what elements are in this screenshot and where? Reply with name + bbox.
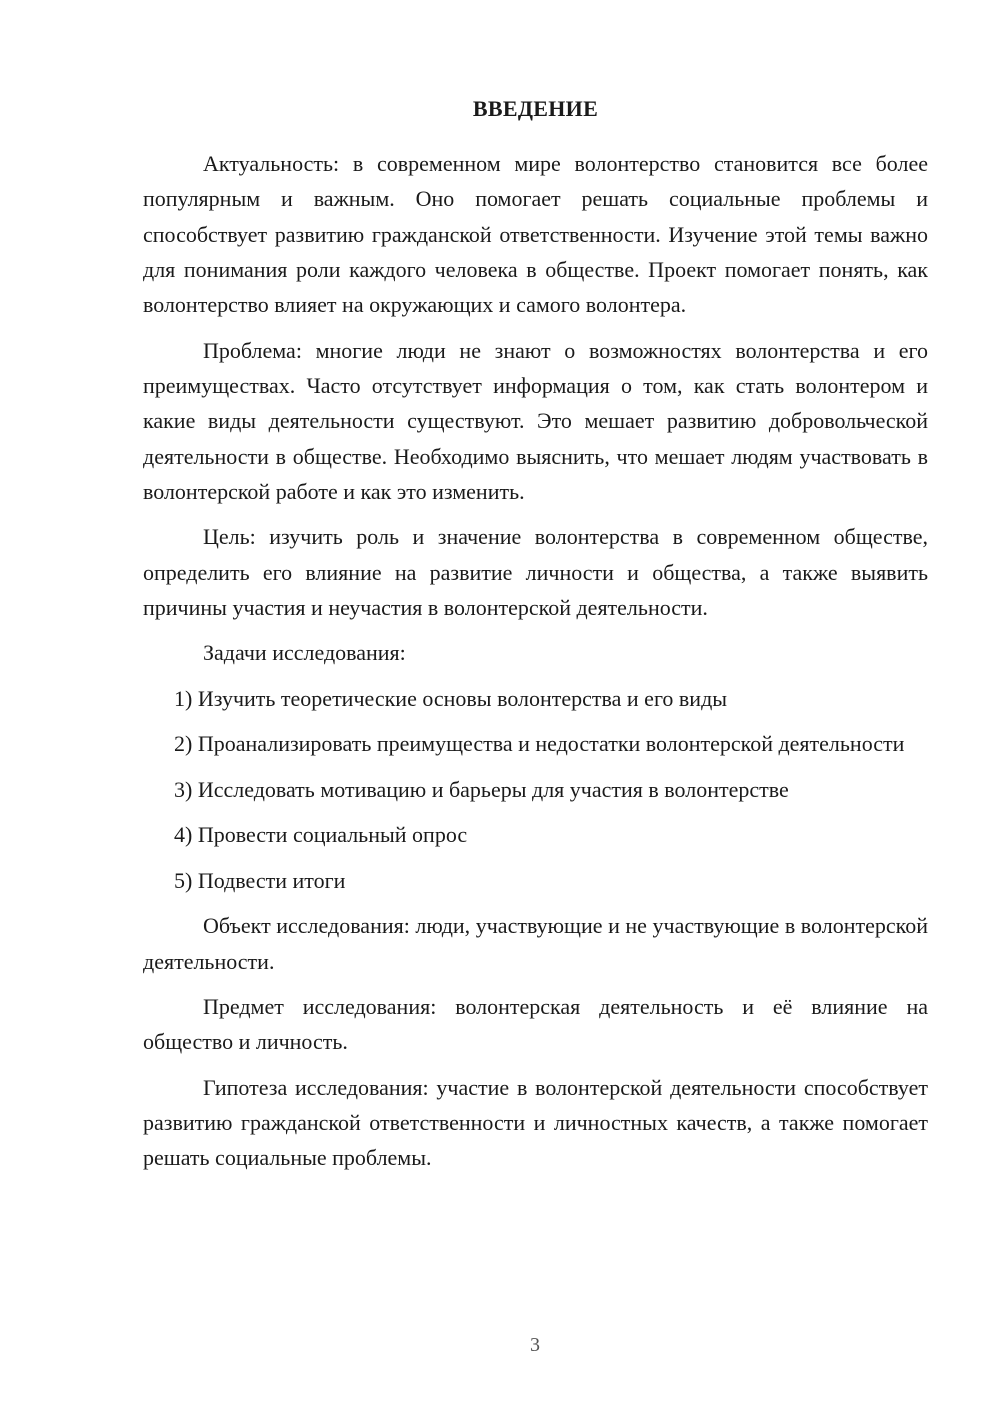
paragraph-hypothesis: Гипотеза исследования: участие в волонтерской деятельности способствует развитию гражданской ответственности и личностных качеств, а также помогает решать социальные проблемы.: [143, 1074, 928, 1171]
page-number: 3: [530, 1334, 540, 1356]
document-page: [143, 92, 928, 1176]
task-item: 2) Проанализировать преимущества и недостатки волонтерской деятельности: [174, 731, 905, 757]
tasks-heading: Задачи исследования:: [203, 640, 406, 666]
paragraph-relevance: Актуальность: в современном мире волонтерство становится все более популярным и важным. Оно помогает решать социальные проблемы и способствует развитию гражданской ответственности. Изучение этой темы важно для понимания роли каждого человека в обществе. Проект помогает понять, как волонтерство влияет на окружающих и самого волонтера.: [143, 151, 928, 318]
task-item: 5) Подвести итоги: [174, 867, 346, 893]
paragraph-problem: Проблема: многие люди не знают о возможностях волонтерства и его преимуществах. Часто отсутствует информация о том, как стать волонтером и какие виды деятельности существуют. Это мешает развитию добровольческой деятельности в обществе. Необходимо выяснить, что мешает людям участвовать в волонтерской работе и как это изменить.: [143, 337, 928, 504]
task-item: 3) Исследовать мотивацию и барьеры для участия в волонтерстве: [174, 776, 789, 802]
paragraph-subject: Предмет исследования: волонтерская деятельность и её влияние на общество и личность.: [143, 994, 928, 1055]
task-item: 1) Изучить теоретические основы волонтерства и его виды: [174, 685, 728, 711]
paragraph-object: Объект исследования: люди, участвующие и не участвующие в волонтерской деятельности.: [143, 913, 928, 974]
paragraph-goal: Цель: изучить роль и значение волонтерства в современном обществе, определить его влияние на развитие личности и общества, а также выявить причины участия и неучастия в волонтерской деятельности.: [143, 524, 928, 620]
task-item: 4) Провести социальный опрос: [174, 822, 468, 848]
section-heading: ВВЕДЕНИЕ: [472, 96, 599, 121]
